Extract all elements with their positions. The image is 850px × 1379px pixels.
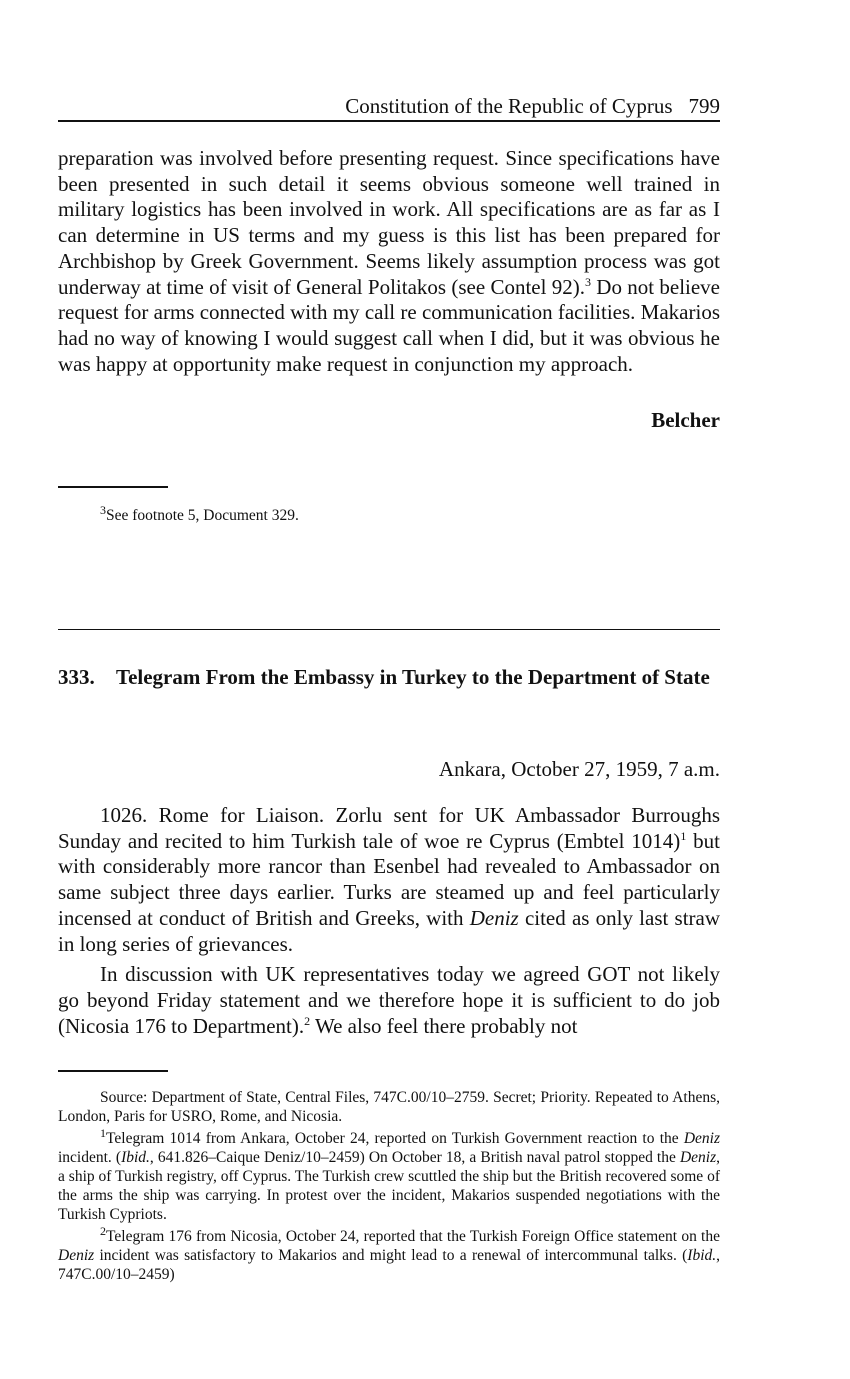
footnote-marker: 2 (100, 1223, 106, 1238)
footnote-marker: 1 (100, 1125, 106, 1140)
footnote-text: Telegram 1014 from Ankara, October 24, reported on Turkish Government reaction to the (106, 1130, 679, 1147)
page-number: 799 (688, 94, 720, 118)
paragraph-text: cited as only last straw in long series of grievances. (58, 905, 721, 956)
telegram-paragraph-2 (58, 962, 720, 1039)
ship-name-deniz: Deniz (58, 1247, 95, 1264)
ship-name-deniz: Deniz (469, 905, 519, 930)
source-text: Source: Department of State, Central Files, 747C.00/10–2759. Secret; Priority. Repeated to Athens, London, Paris for USRO, Rome, and Nicosia. (58, 1089, 720, 1125)
footnote-ref-3: 3 (585, 274, 591, 289)
ship-name-deniz: Deniz (679, 1149, 717, 1166)
footnote-2 (58, 1223, 721, 1284)
footnotes-block (58, 1088, 720, 1284)
dateline: Ankara, October 27, 1959, 7 a.m. (438, 757, 720, 781)
footnote-divider (58, 1070, 168, 1072)
footnote-text: , 747C.00/10–2459) (58, 1247, 721, 1283)
paragraph-text: but with considerably more rancor than Esenbel had revealed to Ambassador on same subject three days earlier. Turks are steamed up and feel particularly incensed at conduct of British and Greeks, with (58, 828, 721, 930)
footnote-marker: 3 (100, 502, 106, 517)
footnote-divider (58, 486, 168, 488)
document-heading (58, 664, 720, 690)
continued-paragraph (58, 146, 720, 377)
ibid-citation: Ibid. (121, 1149, 150, 1166)
footnote-text: See footnote 5, Document 329. (106, 507, 299, 524)
section-divider (58, 629, 720, 630)
source-note (58, 1088, 720, 1126)
paragraph-text: We also feel there probably not (314, 1013, 578, 1038)
continued-text-part1: preparation was involved before presenting request. Since specifications have been presented in such detail it seems obvious someone well trained in military logistics has been involved in work. All specifications are as far as I can determine in US terms and my guess is this list has been prepared for Archbishop by Greek Government. Seems likely assumption process was got underway at time of visit of General Politakos (see Contel 92). (58, 146, 720, 299)
ibid-citation: Ibid. (687, 1247, 717, 1264)
footnote-text: incident was satisfactory to Makarios and might lead to a renewal of intercommunal talks. ( (99, 1247, 688, 1264)
footnote-text: , a ship of Turkish registry, off Cyprus. The Turkish crew scuttled the ship but the British recovered some of the arms the ship was carrying. In protest over the incident, Makarios suspended negotiations with the Turkish Cypriots. (58, 1149, 721, 1223)
signature: Belcher (651, 408, 720, 432)
footnote-1 (58, 1125, 721, 1224)
document-title: Telegram From the Embassy in Turkey to the Department of State (116, 665, 710, 689)
footnote-ref-1: 1 (680, 828, 687, 843)
continued-text-part2: Do not believe request for arms connected with my call re communication facilities. Makarios had no way of knowing I would suggest call when I did, but it was obvious he was happy at opportunity make request in conjunction my approach. (58, 274, 721, 376)
footnote-text: Telegram 176 from Nicosia, October 24, reported that the Turkish Foreign Office statement on the (106, 1228, 720, 1245)
running-header (58, 92, 720, 122)
paragraph-text: In discussion with UK representatives today we agreed GOT not likely go beyond Friday statement and we therefore hope it is sufficient to do job (Nicosia 176 to Department). (58, 962, 720, 1038)
telegram-body (58, 803, 720, 1039)
telegram-paragraph-1 (58, 803, 720, 957)
footnote-text: incident. ( (58, 1149, 122, 1166)
running-title: Constitution of the Republic of Cyprus (345, 94, 673, 118)
paragraph-text: 1026. Rome for Liaison. Zorlu sent for UK Ambassador Burroughs Sunday and recited to him Turkish tale of woe re Cyprus (Embtel 1014) (58, 803, 720, 853)
document-number: 333. (58, 665, 95, 689)
footnote-ref-2: 2 (304, 1013, 311, 1028)
footnote-3 (58, 502, 720, 525)
ship-name-deniz: Deniz (683, 1130, 720, 1147)
footnote-text: , 641.826–Caique Deniz/10–2459) On October 18, a British naval patrol stopped the (149, 1149, 676, 1166)
